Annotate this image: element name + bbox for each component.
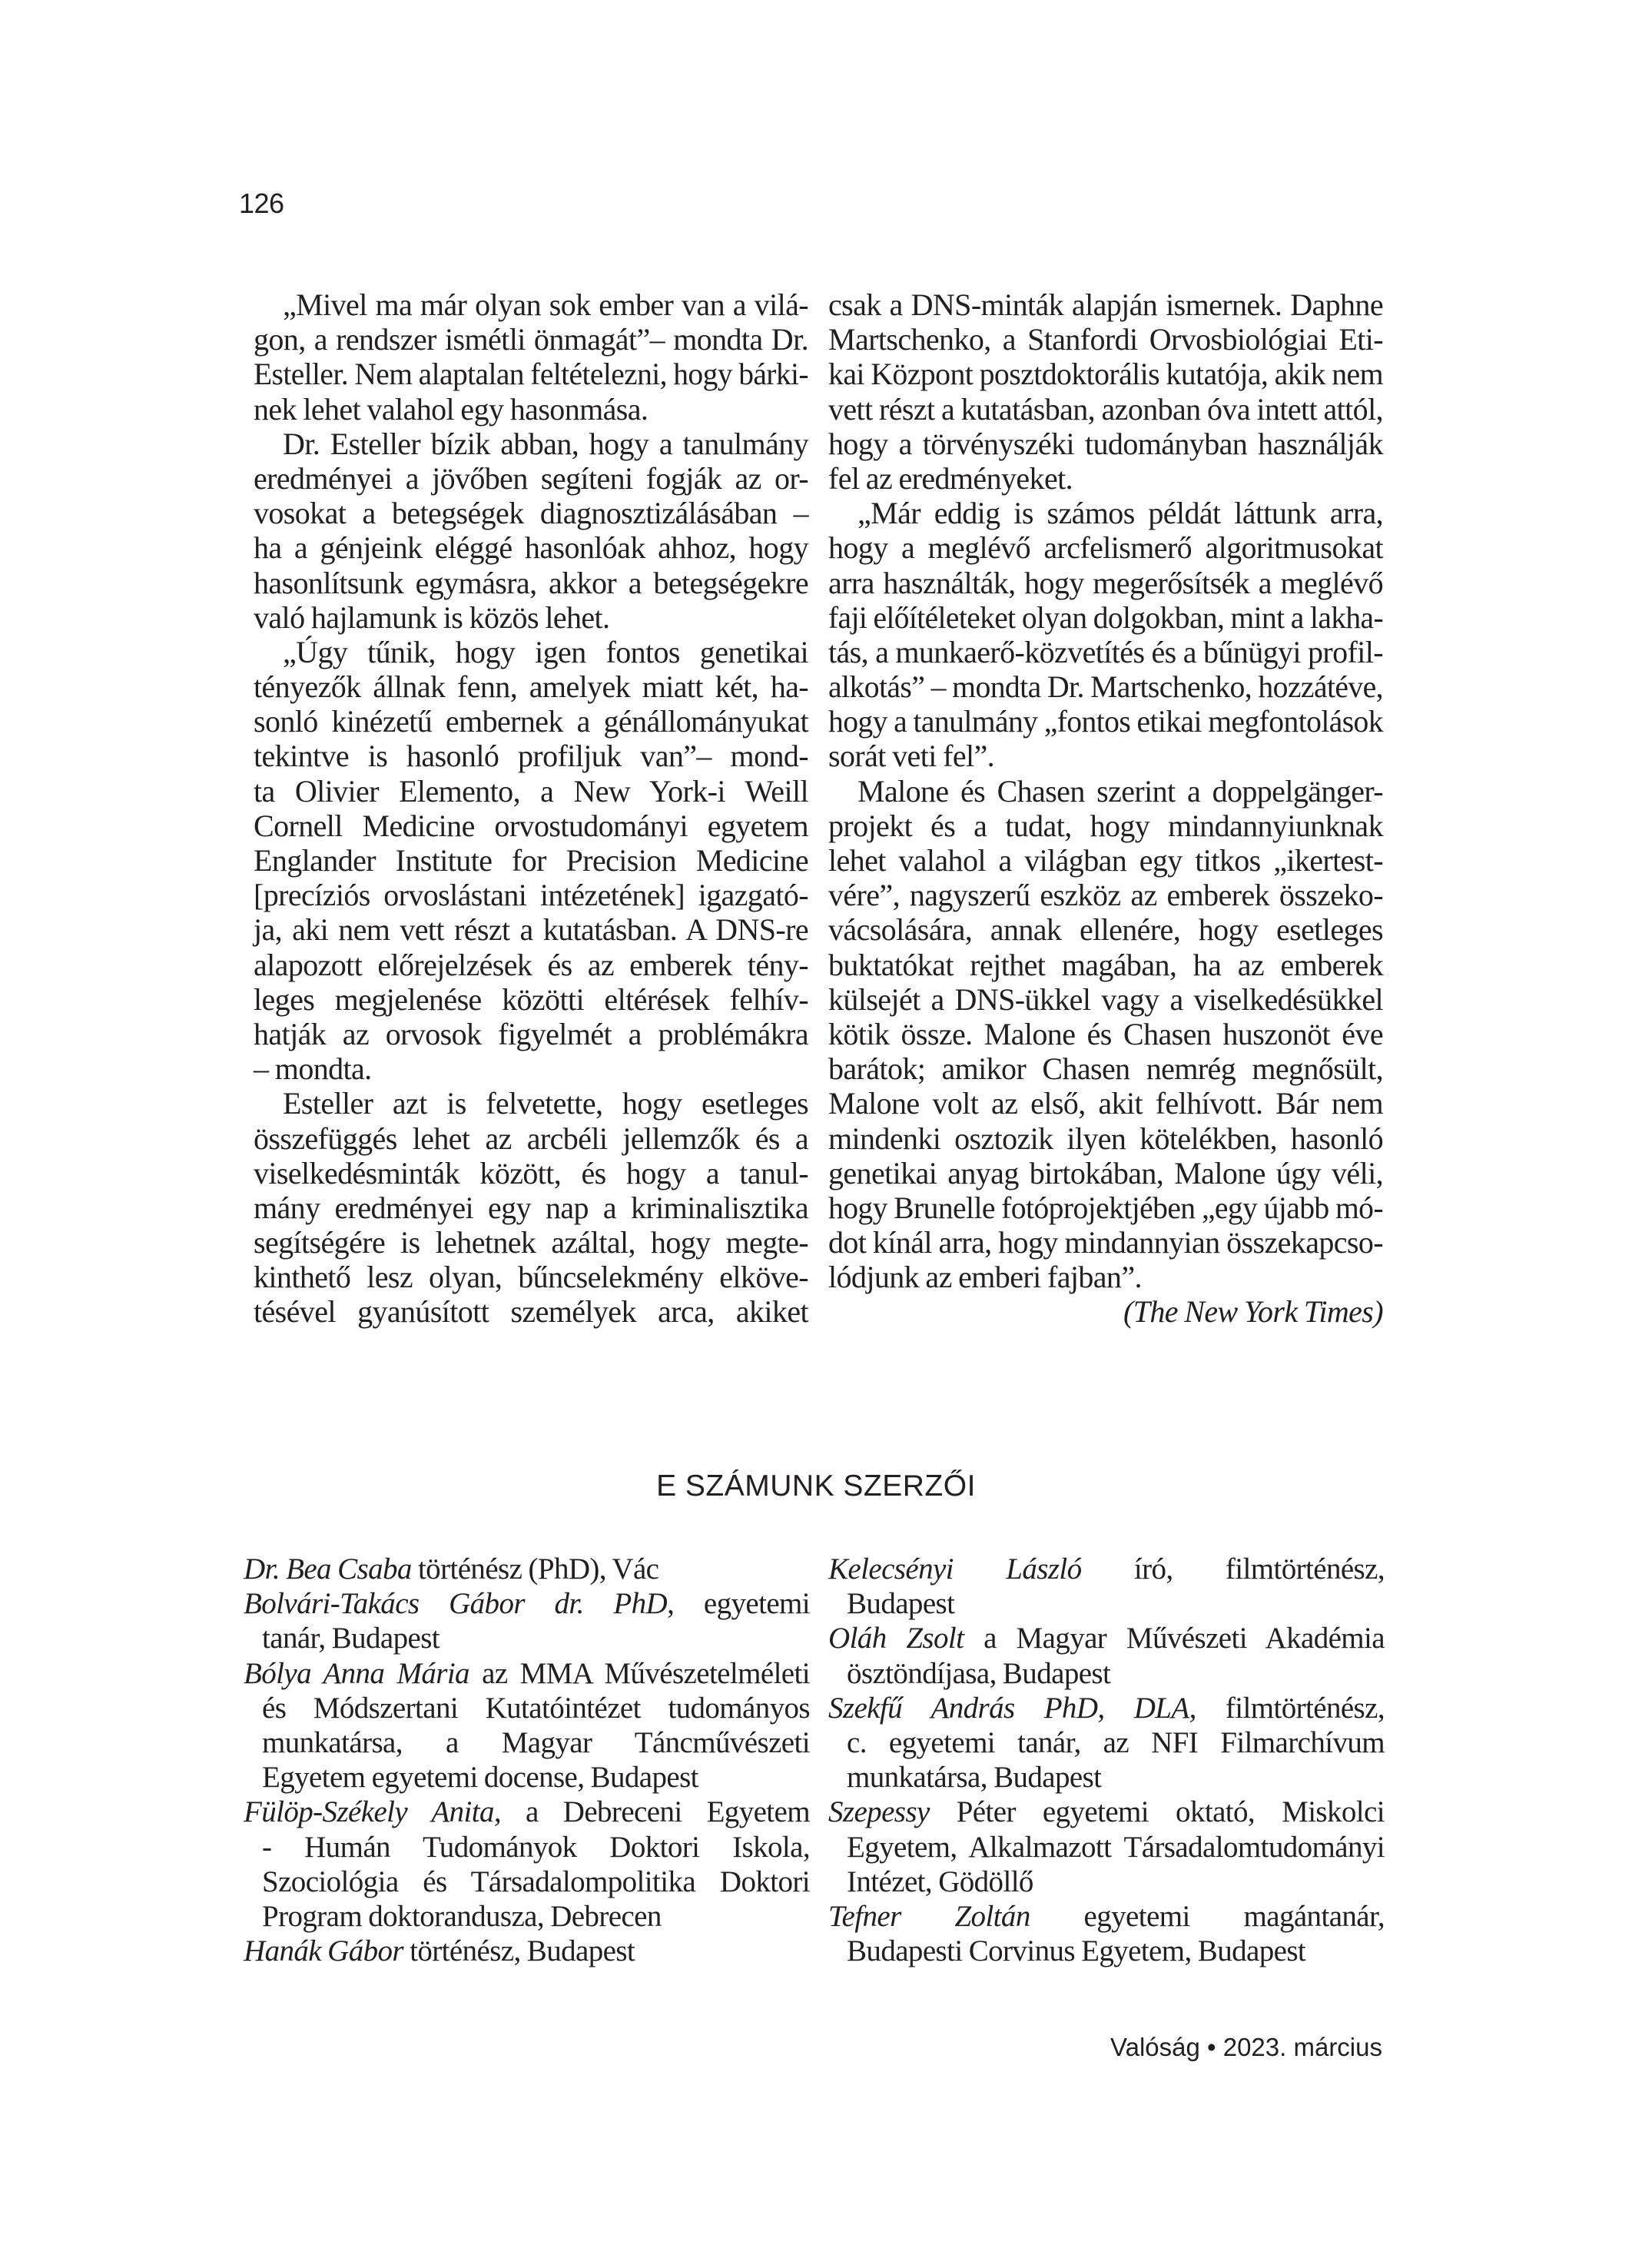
article-right-column	[828, 287, 1383, 1330]
text-line: ja, aki nem vett részt a kutatásban. A DNS-re	[254, 912, 808, 948]
author-entry-continuation: Intézet, Gödöllő	[847, 1865, 1033, 1898]
text-line: összefüggés lehet az arcbéli jellemzők és a	[254, 1121, 808, 1156]
author-name: Bolvári-Takács Gábor dr. PhD	[244, 1587, 668, 1621]
author-name: Szekfű András PhD, DLA,	[828, 1691, 1196, 1725]
text-line: segítségére is lehetnek azáltal, hogy megte-	[254, 1225, 808, 1260]
text-line: hogy Brunelle fotóprojektjében „egy újabb mó-	[828, 1190, 1383, 1225]
author-name: Hanák Gábor	[244, 1934, 403, 1968]
author-entry-continuation: ösztöndíjasa, Budapest	[847, 1656, 1111, 1690]
author-entry: Bólya Anna Mária az MMA Művészetelméleti	[244, 1656, 810, 1690]
author-entry-continuation: Budapest	[847, 1587, 955, 1621]
page-number: 126	[239, 188, 284, 219]
text-line: fel az eredményeket.	[828, 460, 1073, 496]
author-entry-continuation: tanár, Budapest	[262, 1622, 440, 1655]
text-line: sonló kinézetű embernek a génállományukat	[254, 704, 808, 739]
text-line: alapozott előrejelzések és az emberek tény-	[254, 947, 808, 982]
text-line: faji előítéleteket olyan dolgokban, mint a lakha-	[828, 599, 1383, 635]
text-line: vére”, nagyszerű eszköz az emberek összeko-	[828, 878, 1383, 913]
text-line: csak a DNS-minták alapján ismernek. Daphne	[828, 287, 1383, 322]
authors-right-column	[828, 1552, 1385, 1968]
text-line: hogy a tanulmány „fontos etikai megfontolások	[828, 704, 1383, 739]
author-name: Kelecsényi László	[828, 1552, 1082, 1586]
text-line: hatják az orvosok figyelmét a problémákra	[254, 1016, 808, 1051]
text-line: kai Központ posztdoktorális kutatója, akik nem	[828, 357, 1383, 392]
author-entry-continuation: Budapesti Corvinus Egyetem, Budapest	[847, 1934, 1306, 1968]
text-line: tekintve is hasonló profiljuk van”– mond-	[254, 739, 808, 774]
text-line: ta Olivier Elemento, a New York-i Weill	[254, 773, 808, 809]
text-line: külsejét a DNS-ükkel vagy a viselkedésükkel	[828, 981, 1383, 1017]
text-line: alkotás” – mondta Dr. Martschenko, hozzátéve,	[828, 669, 1383, 705]
text-line: hasonlítsunk egymásra, akkor a betegségekre	[254, 565, 808, 600]
text-line: Esteller azt is felvetette, hogy esetleges	[283, 1086, 808, 1121]
text-line: Esteller. Nem alaptalan feltételezni, hogy bárki-	[254, 357, 808, 392]
author-entry-continuation: munkatársa, Budapest	[847, 1761, 1102, 1795]
text-line: Malone volt az első, akit felhívott. Bár nem	[828, 1086, 1383, 1121]
text-line: hogy a meglévő arcfelismerő algoritmusokat	[828, 530, 1383, 566]
text-line: buktatókat rejthet magában, ha az emberek	[828, 947, 1383, 982]
author-name: Bólya Anna Mária	[244, 1656, 469, 1690]
author-entry-continuation: Szociológia és Társadalompolitika Doktori	[262, 1865, 810, 1898]
text-line: lódjunk az emberi fajban”.	[828, 1260, 1142, 1295]
text-line: Englander Institute for Precision Medicine	[254, 843, 808, 878]
author-name: Tefner Zoltán	[828, 1899, 1030, 1933]
text-line: kötik össze. Malone és Chasen huszonöt éve	[828, 1016, 1383, 1051]
text-line: való hajlamunk is közös lehet.	[254, 599, 610, 635]
text-line: Dr. Esteller bízik abban, hogy a tanulmány	[283, 426, 808, 461]
text-line: „Már eddig is számos példát láttunk arra,	[857, 496, 1383, 531]
source-citation: (The New York Times)	[1123, 1294, 1383, 1330]
author-entry: Kelecsényi László író, filmtörténész,	[828, 1552, 1385, 1586]
author-entry: Tefner Zoltán egyetemi magántanár,	[828, 1899, 1385, 1933]
authors-section-title: E SZÁMUNK SZERZŐI	[656, 1469, 976, 1503]
author-name: Oláh Zsolt	[828, 1622, 964, 1655]
author-name: Dr. Bea Csaba	[244, 1552, 412, 1586]
text-line: leges megjelenése közötti eltérések felhív-	[254, 981, 808, 1017]
author-entry-continuation: Egyetem egyetemi docense, Budapest	[262, 1761, 698, 1795]
text-line: Malone és Chasen szerint a doppelgänger-	[857, 773, 1383, 809]
text-line: tésével gyanúsított személyek arca, akiket	[254, 1294, 808, 1330]
text-line: Cornell Medicine orvostudományi egyetem	[254, 808, 808, 843]
text-line: – mondta.	[254, 1051, 372, 1087]
text-line: ha a génjeink eléggé hasonlóak ahhoz, hogy	[254, 530, 808, 566]
page-footer: Valóság • 2023. március	[1110, 2033, 1382, 2061]
text-line: genetikai anyag birtokában, Malone úgy véli,	[828, 1155, 1383, 1190]
text-line: barátok; amikor Chasen nemrég megnősült,	[828, 1051, 1383, 1087]
text-line: vácsolására, annak ellenére, hogy esetleges	[828, 912, 1383, 948]
text-line: nek lehet valahol egy hasonmása.	[254, 391, 648, 427]
author-entry: Szekfű András PhD, DLA, filmtörténész,	[828, 1691, 1385, 1725]
author-entry: Oláh Zsolt a Magyar Művészeti Akadémia	[828, 1622, 1385, 1655]
text-line: vosokat a betegségek diagnosztizálásában –	[254, 496, 808, 531]
text-line: gon, a rendszer ismétli önmagát”– mondta Dr.	[254, 322, 808, 357]
text-line: eredményei a jövőben segíteni fogják az or-	[254, 460, 808, 496]
author-entry: Hanák Gábor történész, Budapest	[244, 1934, 635, 1968]
author-entry-continuation: Program doktorandusza, Debrecen	[262, 1899, 662, 1933]
text-line: dot kínál arra, hogy mindannyian összekapcso-	[828, 1225, 1383, 1260]
author-name: Fülöp-Székely Anita,	[244, 1795, 502, 1829]
author-entry: Dr. Bea Csaba történész (PhD), Vác	[244, 1552, 659, 1586]
author-entry-continuation: c. egyetemi tanár, az NFI Filmarchívum	[847, 1725, 1385, 1759]
text-line: viselkedésminták között, és hogy a tanul-	[254, 1155, 808, 1190]
text-line: kinthető lesz olyan, bűncselekmény elköve-	[254, 1260, 808, 1295]
text-line: sorát veti fel”.	[828, 739, 995, 774]
author-entry-continuation: munkatársa, a Magyar Táncművészeti	[262, 1725, 810, 1759]
text-line: hogy a törvényszéki tudományban használják	[828, 426, 1383, 461]
text-line: tás, a munkaerő-közvetítés és a bűnügyi profil-	[828, 634, 1383, 669]
text-line: mány eredményei egy nap a kriminalisztika	[254, 1190, 808, 1225]
author-entry: Bolvári-Takács Gábor dr. PhD, egyetemi	[244, 1587, 810, 1621]
text-line: [precíziós orvoslástani intézetének] igazgató-	[254, 878, 808, 913]
text-line: mindenki osztozik ilyen kötelékben, hasonló	[828, 1121, 1383, 1156]
article-left-column	[254, 287, 808, 1330]
article-source	[828, 1294, 1383, 1329]
text-line: lehet valahol a világban egy titkos „ikertest-	[828, 843, 1383, 878]
text-line: Martschenko, a Stanfordi Orvosbiológiai Eti-	[828, 322, 1383, 357]
author-entry-continuation: Egyetem, Alkalmazott Társadalomtudományi	[847, 1830, 1385, 1864]
author-entry: Szepessy Péter egyetemi oktató, Miskolci	[828, 1795, 1385, 1829]
text-line: arra használták, hogy megerősítsék a meglévő	[828, 565, 1383, 600]
authors-left-column	[244, 1552, 810, 1968]
text-line: vett részt a kutatásban, azonban óva intett attól,	[828, 391, 1383, 427]
text-line: „Úgy tűnik, hogy igen fontos genetikai	[283, 634, 808, 669]
author-entry-continuation: - Humán Tudományok Doktori Iskola,	[262, 1830, 810, 1864]
author-entry: Fülöp-Székely Anita, a Debreceni Egyetem	[244, 1795, 810, 1829]
text-line: projekt és a tudat, hogy mindannyiunknak	[828, 808, 1383, 843]
author-name: Szepessy	[828, 1795, 930, 1829]
author-entry-continuation: és Módszertani Kutatóintézet tudományos	[262, 1691, 810, 1725]
text-line: tényezők állnak fenn, amelyek miatt két, ha-	[254, 669, 808, 705]
text-line: „Mivel ma már olyan sok ember van a vilá-	[283, 287, 808, 322]
